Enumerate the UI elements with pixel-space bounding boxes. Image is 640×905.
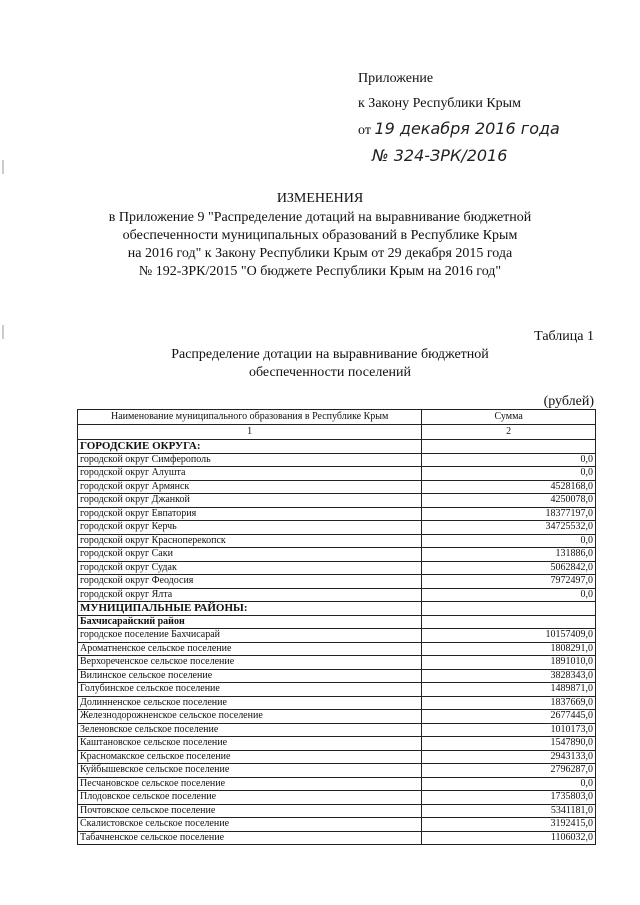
table-row xyxy=(78,777,596,791)
row-name: Плодовское сельское поселение xyxy=(78,791,422,805)
row-name: городской округ Джанкой xyxy=(78,494,422,508)
row-name: Красномакское сельское поселение xyxy=(78,750,422,764)
row-sum: 0,0 xyxy=(422,453,596,467)
row-name: Ароматненское сельское поселение xyxy=(78,642,422,656)
table-row xyxy=(78,642,596,656)
table-number: Таблица 1 xyxy=(534,329,594,344)
row-name: Табачненское сельское поселение xyxy=(78,831,422,845)
row-name: Каштановское сельское поселение xyxy=(78,737,422,751)
table-row xyxy=(78,750,596,764)
table-row xyxy=(78,791,596,805)
table-header-row xyxy=(78,410,596,425)
row-name: Почтовское сельское поселение xyxy=(78,804,422,818)
table-row xyxy=(78,561,596,575)
appendix-line2: к Закону Республики Крым xyxy=(358,96,521,111)
title-line: обеспеченности муниципальных образований в Республике Крым xyxy=(122,228,518,243)
row-name: городской округ Армянск xyxy=(78,480,422,494)
row-sum xyxy=(422,615,596,629)
row-name: Железнодорожненское сельское поселение xyxy=(78,710,422,724)
table-row xyxy=(78,764,596,778)
table-row xyxy=(78,669,596,683)
row-sum: 1837669,0 xyxy=(422,696,596,710)
row-sum xyxy=(422,440,596,454)
row-sum: 2796287,0 xyxy=(422,764,596,778)
amendments-title xyxy=(60,190,580,281)
table-row xyxy=(78,737,596,751)
section-row xyxy=(78,602,596,616)
table-row xyxy=(78,548,596,562)
row-sum: 1891010,0 xyxy=(422,656,596,670)
section-row xyxy=(78,440,596,454)
table-row xyxy=(78,629,596,643)
handwritten-date: 19 декабря 2016 года xyxy=(374,119,560,138)
row-name: Куйбышевское сельское поселение xyxy=(78,764,422,778)
table-row xyxy=(78,656,596,670)
row-sum: 131886,0 xyxy=(422,548,596,562)
row-sum xyxy=(422,602,596,616)
table-row xyxy=(78,818,596,832)
table-title xyxy=(150,346,510,382)
title-line: на 2016 год" к Закону Республики Крым от 29 декабря 2015 года xyxy=(127,246,513,261)
row-sum: 4250078,0 xyxy=(422,494,596,508)
row-sum: 7972497,0 xyxy=(422,575,596,589)
title-heading: ИЗМЕНЕНИЯ xyxy=(276,191,364,206)
row-sum: 5062842,0 xyxy=(422,561,596,575)
table-row xyxy=(78,534,596,548)
row-sum: 34725532,0 xyxy=(422,521,596,535)
table-title-line: обеспеченности поселений xyxy=(248,365,412,380)
table-row xyxy=(78,723,596,737)
row-sum: 18377197,0 xyxy=(422,507,596,521)
row-name: Долинненское сельское поселение xyxy=(78,696,422,710)
row-name: городской округ Судак xyxy=(78,561,422,575)
table-row xyxy=(78,710,596,724)
row-sum: 4528168,0 xyxy=(422,480,596,494)
row-name: Песчановское сельское поселение xyxy=(78,777,422,791)
handwritten-law-number: № 324-ЗРК/2016 xyxy=(372,146,508,165)
scan-margin-mark xyxy=(2,325,4,339)
row-name: городское поселение Бахчисарай xyxy=(78,629,422,643)
row-sum: 0,0 xyxy=(422,588,596,602)
row-name: городской округ Симферополь xyxy=(78,453,422,467)
row-name: городской округ Саки xyxy=(78,548,422,562)
row-sum: 5341181,0 xyxy=(422,804,596,818)
appendix-block xyxy=(358,66,560,168)
row-name: Скалистовское сельское поселение xyxy=(78,818,422,832)
table-row xyxy=(78,507,596,521)
row-sum: 2677445,0 xyxy=(422,710,596,724)
table-row xyxy=(78,494,596,508)
row-sum: 1489871,0 xyxy=(422,683,596,697)
appendix-date-prefix: от xyxy=(358,123,371,138)
row-name: Зеленовское сельское поселение xyxy=(78,723,422,737)
table-row xyxy=(78,683,596,697)
row-sum: 3192415,0 xyxy=(422,818,596,832)
row-name: Верхореченское сельское поселение xyxy=(78,656,422,670)
row-name: ГОРОДСКИЕ ОКРУГА: xyxy=(78,440,422,454)
row-name: городской округ Алушта xyxy=(78,467,422,481)
row-name: Голубинское сельское поселение xyxy=(78,683,422,697)
table-row xyxy=(78,480,596,494)
table-row xyxy=(78,831,596,845)
table-row xyxy=(78,467,596,481)
row-name: Вилинское сельское поселение xyxy=(78,669,422,683)
row-sum: 2943133,0 xyxy=(422,750,596,764)
row-name: городской округ Ялта xyxy=(78,588,422,602)
table-row xyxy=(78,804,596,818)
row-name: городской округ Феодосия xyxy=(78,575,422,589)
scan-margin-mark xyxy=(2,160,4,174)
row-name: городской округ Евпатория xyxy=(78,507,422,521)
row-sum: 1010173,0 xyxy=(422,723,596,737)
column-number: 2 xyxy=(422,425,596,440)
table-row xyxy=(78,575,596,589)
row-sum: 0,0 xyxy=(422,534,596,548)
row-sum: 1735803,0 xyxy=(422,791,596,805)
row-name: МУНИЦИПАЛЬНЫЕ РАЙОНЫ: xyxy=(78,602,422,616)
row-sum: 1106032,0 xyxy=(422,831,596,845)
title-line: в Приложение 9 "Распределение дотаций на выравнивание бюджетной xyxy=(108,210,532,225)
row-name: городской округ Керчь xyxy=(78,521,422,535)
table-title-line: Распределение дотации на выравнивание бюджетной xyxy=(171,347,489,362)
appendix-date-line xyxy=(358,116,560,143)
row-sum: 3828343,0 xyxy=(422,669,596,683)
header-name: Наименование муниципального образования в Республике Крым xyxy=(78,410,422,425)
column-number: 1 xyxy=(78,425,422,440)
row-sum: 1547890,0 xyxy=(422,737,596,751)
row-sum: 0,0 xyxy=(422,777,596,791)
row-name: городской округ Красноперекопск xyxy=(78,534,422,548)
table-row xyxy=(78,588,596,602)
row-name: Бахчисарайский район xyxy=(78,615,422,629)
title-line: № 192-ЗРК/2015 "О бюджете Республики Крым на 2016 год" xyxy=(138,264,502,279)
table-row xyxy=(78,453,596,467)
group-row xyxy=(78,615,596,629)
row-sum: 10157409,0 xyxy=(422,629,596,643)
appendix-line1: Приложение xyxy=(358,71,434,86)
unit-label: (рублей) xyxy=(543,394,594,409)
header-sum: Сумма xyxy=(422,410,596,425)
distribution-table xyxy=(77,409,596,845)
table-row xyxy=(78,521,596,535)
table-column-numbers-row xyxy=(78,425,596,440)
row-sum: 1808291,0 xyxy=(422,642,596,656)
table-row xyxy=(78,696,596,710)
row-sum: 0,0 xyxy=(422,467,596,481)
